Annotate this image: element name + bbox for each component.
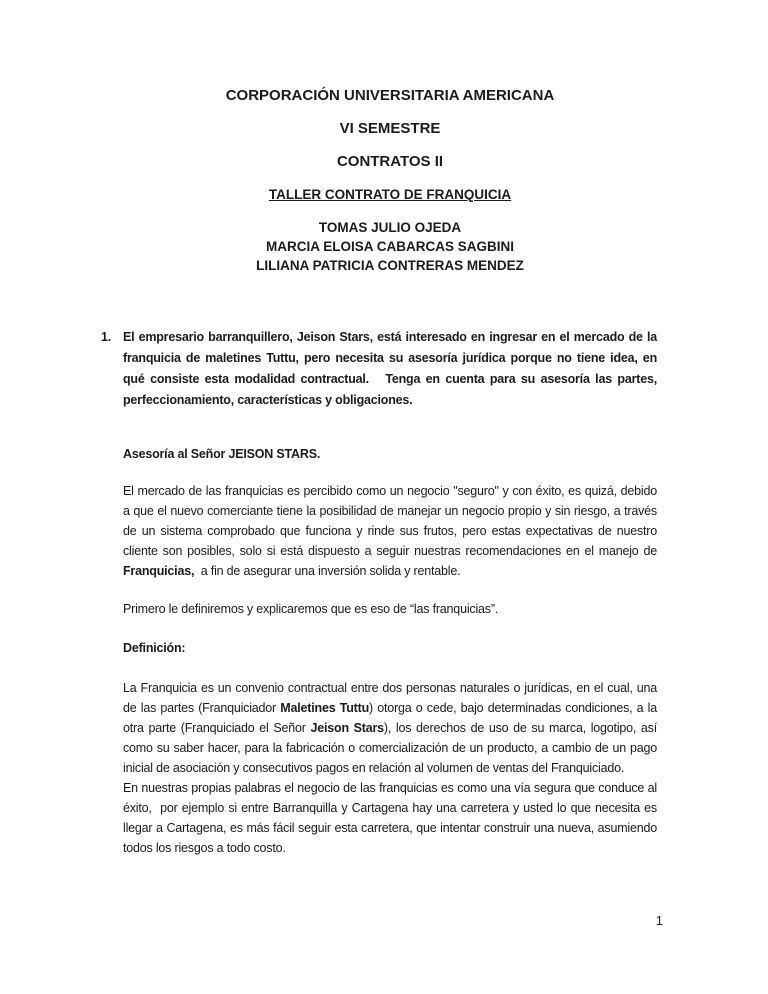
definition-paragraph — [123, 678, 657, 778]
definition-paragraph-run-bold: Jeison Stars — [310, 721, 384, 735]
document-title: CORPORACIÓN UNIVERSITARIA AMERICANA — [225, 87, 555, 104]
list-item-number: 1. — [101, 330, 112, 344]
definition-paragraph-run-bold: Maletines Tuttu — [280, 701, 370, 715]
question-item-1 — [101, 327, 657, 411]
advisory-heading: Asesoría al Señor JEISON STARS. — [123, 447, 321, 461]
intro-line: Primero le definiremos y explicaremos que es eso de “las franquicias”. — [123, 602, 499, 616]
question-item-1-text: El empresario barranquillero, Jeison Stars, está interesado en ingresar en el mercado de la franquicia de maletines Tuttu, pero necesita su asesoría jurídica porque no tiene idea, en qué consiste esta modalidad contractual. Tenga en cuenta para su asesoría las partes, perfeccionamiento, características y obligaciones. — [123, 330, 657, 407]
author-name: TOMAS JULIO OJEDA — [318, 220, 462, 235]
semester-line: VI SEMESTRE — [339, 120, 441, 137]
market-paragraph-run-bold: Franquicias, — [123, 564, 195, 578]
author-name: LILIANA PATRICIA CONTRERAS MENDEZ — [256, 258, 524, 273]
course-line: CONTRATOS II — [336, 153, 444, 170]
authors-list — [123, 218, 657, 275]
document-content — [101, 86, 657, 858]
analogy-paragraph: En nuestras propias palabras el negocio de las franquicias es como una vía segura que conduce al éxito, por ejemplo si entre Barranquilla y Cartagena hay una carretera y usted lo que necesita es llegar a Cartagena, es más fácil seguir esta carretera, que intentar construir una nueva, asumiendo todos los riesgos a todo costo. — [123, 781, 657, 855]
page-number: 1 — [655, 913, 663, 928]
market-paragraph-run: El mercado de las franquicias es percibido como un negocio "seguro" y con éxito, es quizá, debido a que el nuevo comerciante tiene la posibilidad de manejar un negocio propio y sin riesgo, a través de un sistema comprobado que funciona y rinde sus frutos, pero estas expectativas de nuestro cliente son posibles, solo si está dispuesto a seguir nuestras recomendaciones en el manejo de — [123, 484, 657, 558]
definition-paragraph-run: La Franquicia es un convenio contractual entre dos personas naturales o jurídicas, en el cual, una de las partes (Franquiciador — [123, 681, 657, 715]
workshop-title: TALLER CONTRATO DE FRANQUICIA — [268, 187, 512, 202]
market-paragraph — [123, 481, 657, 581]
definition-heading: Definición: — [123, 641, 186, 655]
market-paragraph-run: a fin de asegurar una inversión solida y rentable. — [194, 564, 461, 578]
definition-paragraph-run: ), los derechos de uso de su marca, logotipo, así como su saber hacer, para la fabricación o comercialización de un producto, a cambio de un pago inicial de asociación y consecutivos pagos en relación al volumen de ventas del Franquiciado. — [123, 721, 657, 775]
author-name: MARCIA ELOISA CABARCAS SAGBINI — [265, 239, 514, 254]
definition-paragraph-run: ) otorga o cede, bajo determinadas condiciones, a la otra parte (Franquiciado el Señor — [123, 701, 657, 735]
